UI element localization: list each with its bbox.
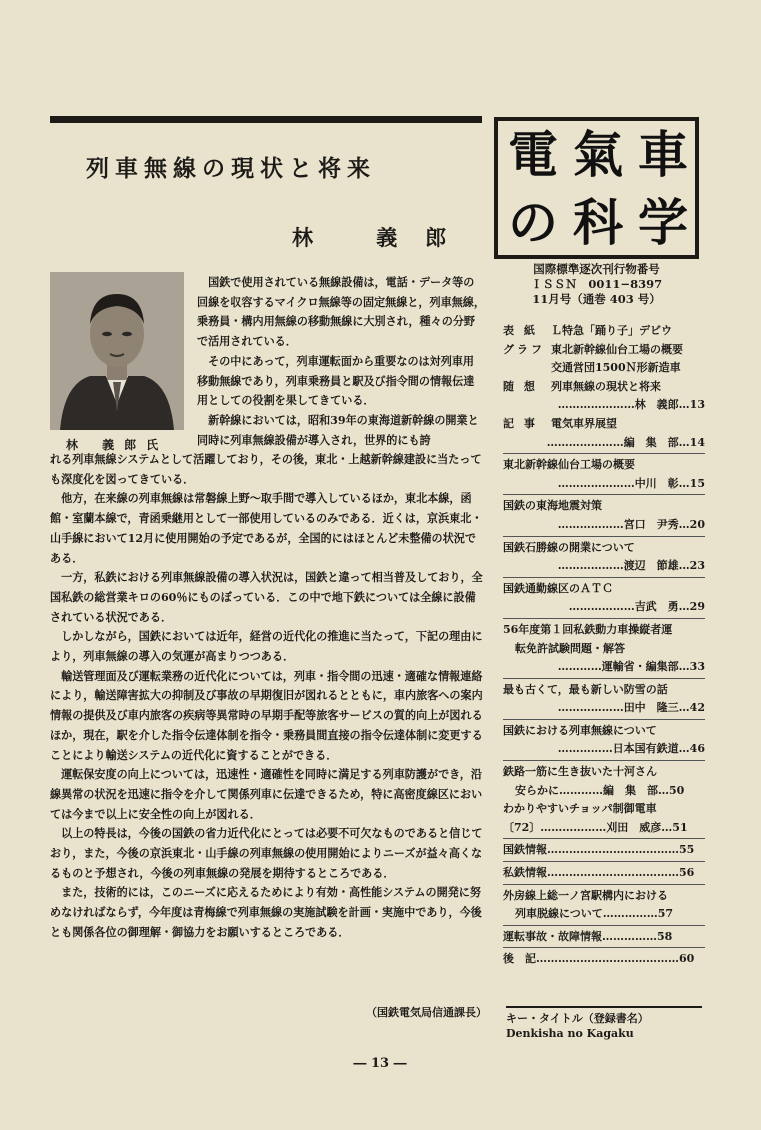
toc-row[interactable]: 安らかに…………編 集 部…50	[515, 783, 685, 797]
paragraph: 国鉄で使用されている無線設備は，電話・データ等の回線を収容するマイクロ無線等の固定無線と，列車無線，乗務員・構内用無線の移動無線に大別され，種々の分野で活用されている．	[197, 276, 485, 349]
toc-row[interactable]: 国鉄情報………………………………55	[503, 843, 695, 857]
paragraph: 一方，私鉄における列車無線設備の導入状況は，国鉄と違って相当普及しており，全国私鉄の総営業キロの60％にものぼっている．この中で地下鉄については全線に設備されている状況である．	[50, 571, 483, 624]
toc-row[interactable]: 56年度第１回私鉄動力車操縦者運	[503, 622, 673, 636]
masthead-char: 学	[638, 193, 688, 252]
toc-divider	[503, 861, 705, 862]
paragraph: しかしながら，国鉄においては近年，経営の近代化の推進に当たって，下記の理由により，列車無線の導入の気運が高まりつつある．	[50, 630, 483, 664]
toc-divider	[503, 947, 705, 948]
toc-row[interactable]: 鉄路一筋に生き抜いた十河さん	[503, 765, 657, 779]
toc-text: 電気車界展望	[551, 416, 617, 430]
author-affiliation: （国鉄電気局信通課長）	[366, 1006, 487, 1019]
issn-label: 国際標準逐次刊行物番号	[533, 262, 660, 276]
masthead-char: 車	[638, 125, 688, 184]
issn-block	[494, 262, 699, 307]
toc-divider	[503, 719, 705, 720]
toc-divider	[503, 453, 705, 454]
toc-divider	[503, 760, 705, 761]
toc-row[interactable]: 列車脱線について……………57	[515, 907, 674, 921]
toc-label: 記 事	[503, 416, 538, 430]
toc-row[interactable]: 最も古くて，最も新しい防雪の話	[503, 682, 668, 696]
toc-text: Ｌ特急「踊り子」デビウ	[551, 324, 672, 337]
toc-row[interactable]: ………………田中 隆三…42	[557, 701, 705, 715]
toc-row[interactable]	[503, 415, 705, 434]
toc-row[interactable]: わかりやすいチョッパ制御電車	[503, 802, 657, 816]
author-portrait-image	[50, 272, 184, 430]
article-author: 林 義郎	[292, 225, 475, 250]
key-title-label: キー・タイトル（登録書名）	[506, 1012, 649, 1025]
toc-row[interactable]: 交通営団1500Ｎ形新造車	[551, 361, 681, 375]
issn-number: ＩＳＳＮ 0011−8397	[530, 277, 663, 291]
masthead-char: 電	[508, 125, 558, 184]
paragraph: 輸送管理面及び運転業務の近代化については，列車・指令間の迅速・適確な情報連絡により，輸送障害拡大の抑制及び事故の早期復旧が図れるとともに，車内旅客への案内情報の提供及び車内旅客の疾病等異常時の早期手配等旅客サービスの質的向上が図れるほか，現在，駅を介した指令伝達体制を指令・乗務員間直接の指令伝達体制に変更することにより輸送システムの近代化に資することができる．	[50, 669, 483, 762]
masthead-char: の	[508, 193, 558, 252]
key-title-block	[506, 1011, 702, 1041]
author-photo	[50, 272, 184, 430]
toc-divider	[503, 678, 705, 679]
toc-row[interactable]: 後 記…………………………………60	[503, 952, 695, 966]
toc-row[interactable]	[503, 341, 705, 360]
keytitle-rule	[506, 1006, 702, 1008]
key-title-romaji: Denkisha no Kagaku	[506, 1027, 634, 1040]
toc-row[interactable]: 東北新幹線仙台工場の概要	[503, 458, 635, 472]
toc-text: 列車無線の現状と将来	[551, 379, 661, 393]
paragraph: 運転保安度の向上については，迅速性・適確性を同時に満足する列車防護ができ，沿線異常の状況を迅速に指令を介して関係列車に伝達できるため，特に高密度線区においては今まで以上に安全性の向上が図れる．	[50, 768, 483, 821]
toc-label: 表 紙	[503, 324, 538, 337]
toc-row[interactable]: 国鉄における列車無線について	[503, 723, 657, 737]
paragraph: その中にあって，列車運転面から重要なのは対列車用移動無線であり，列車乗務員と駅及び指令間の情報伝達用としての役割を果してきている．	[197, 354, 475, 408]
toc-divider	[503, 838, 705, 839]
toc-divider	[503, 536, 705, 537]
photo-caption: 林 義郎氏	[66, 438, 169, 452]
article-body-top	[197, 273, 485, 450]
toc-row[interactable]: 〔72〕………………刈田 威彦…51	[503, 820, 688, 834]
toc-text: 東北新幹線仙台工場の概要	[551, 342, 683, 356]
toc-divider	[503, 577, 705, 578]
paragraph: 以上の特長は，今後の国鉄の省力近代化にとっては必要不可欠なものであると信じており，また，今後の京浜東北・山手線の列車無線の使用開始によりニーズが益々高くなるものと予想され，今後の列車無線の発展を期待するところである．	[50, 827, 483, 880]
toc-row[interactable]	[503, 378, 705, 397]
toc-row[interactable]: ……………日本国有鉄道…46	[557, 742, 705, 756]
toc-row[interactable]: ………………渡辺 節雄…23	[557, 559, 705, 573]
toc-row[interactable]: 国鉄通勤線区のＡＴＣ	[503, 581, 613, 595]
toc-label: グラフ	[503, 342, 545, 356]
masthead-char: 科	[573, 193, 623, 252]
toc-row[interactable]	[503, 322, 705, 341]
toc-label: 随 想	[503, 379, 538, 393]
toc-row[interactable]: …………………編 集 部…14	[546, 435, 705, 449]
toc-row[interactable]: …………………林 義郎…13	[557, 398, 705, 412]
paragraph: また，技術的には，このニーズに応えるためにより有効・高性能システムの開発に努めなければならず，今年度は青梅線で列車無線の実施試験を計画・実施中であり，今後とも関係各位の御理解・御協力をお願いするところである．	[50, 886, 482, 939]
toc-row[interactable]: 外房線上総一ノ宮駅構内における	[503, 888, 668, 902]
article-title: 列車無線の現状と将来	[86, 155, 376, 182]
paragraph: 新幹線においては，昭和39年の東海道新幹線の開業と同時に列車無線設備が導入され，世界的にも誇	[197, 413, 479, 447]
toc-row[interactable]: 転免許試験問題・解答	[515, 641, 625, 655]
paragraph: 他方，在来線の列車無線は常磐線上野～取手間で導入しているほか，東北本線，函館・室蘭本線で，青函乗継用として一部使用しているのみである．近くは，京浜東北・山手線において12月に使用開始の予定であるが，全国的にはほとんど未整備の状況である．	[50, 492, 483, 565]
toc-divider	[503, 884, 705, 885]
toc-row[interactable]: ………………吉武 勇…29	[568, 600, 705, 614]
magazine-masthead	[494, 117, 699, 259]
masthead-char: 氣	[573, 125, 623, 184]
header-rule	[50, 116, 482, 123]
toc-row[interactable]: 国鉄の東海地震対策	[503, 499, 602, 513]
toc-row[interactable]: 国鉄石勝線の開業について	[503, 540, 635, 554]
toc-row[interactable]: ………………宮口 尹秀…20	[557, 517, 705, 531]
toc-divider	[503, 494, 705, 495]
toc-divider	[503, 925, 705, 926]
paragraph: れる列車無線システムとして活躍しており，その後，東北・上越新幹線建設に当たっても深度化を図ってきている．	[50, 453, 482, 486]
toc-row[interactable]: …………………中川 彰…15	[557, 476, 705, 490]
toc-row[interactable]: …………運輸省・編集部…33	[557, 660, 705, 674]
toc-row[interactable]: 運転事故・故障情報……………58	[503, 929, 673, 943]
toc-row[interactable]: 私鉄情報………………………………56	[503, 866, 695, 880]
toc-divider	[503, 618, 705, 619]
page-number: ― 13 ―	[353, 1056, 407, 1071]
article-body-main	[50, 450, 486, 943]
table-of-contents	[503, 322, 705, 969]
issue-number: 11月号（通巻 403 号）	[532, 292, 661, 306]
